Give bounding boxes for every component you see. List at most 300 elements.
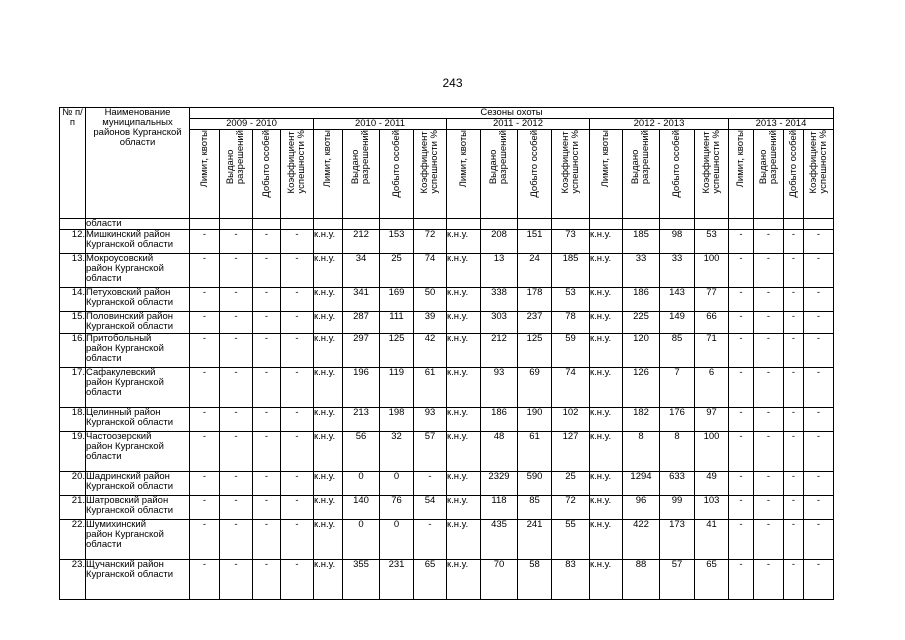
carry-row-cell xyxy=(784,219,804,230)
data-cell: - xyxy=(281,368,314,408)
data-cell: - xyxy=(281,288,314,312)
carry-row-cell xyxy=(754,219,784,230)
data-cell: 196 xyxy=(343,368,380,408)
data-cell: к.н.у. xyxy=(590,334,623,368)
data-cell: 151 xyxy=(518,230,552,254)
data-cell: - xyxy=(190,472,220,496)
sub-column-header xyxy=(281,130,314,219)
data-cell: - xyxy=(220,230,253,254)
data-cell: к.н.у. xyxy=(590,472,623,496)
data-cell: 53 xyxy=(552,288,590,312)
data-cell: к.н.у. xyxy=(590,496,623,520)
data-cell: 590 xyxy=(518,472,552,496)
data-cell: - xyxy=(754,432,784,472)
sub-column-header xyxy=(481,130,518,219)
sub-column-label: Выдано разрешений xyxy=(757,130,779,185)
data-cell: - xyxy=(190,334,220,368)
district-name: Мокроусовский район Курганской области xyxy=(86,254,190,288)
data-cell: - xyxy=(754,334,784,368)
table-row xyxy=(60,334,834,368)
data-cell: к.н.у. xyxy=(314,368,343,408)
carry-row-cell xyxy=(314,219,343,230)
data-cell: - xyxy=(754,408,784,432)
carry-row-cell xyxy=(552,219,590,230)
hunting-seasons-table xyxy=(59,107,834,600)
carry-row-cell xyxy=(447,219,481,230)
sub-column-label: Коэффициент успешности % xyxy=(286,130,307,194)
sub-column-header xyxy=(695,130,729,219)
data-cell: к.н.у. xyxy=(590,560,623,600)
data-cell: 34 xyxy=(343,254,380,288)
data-cell: - xyxy=(281,334,314,368)
data-cell: 185 xyxy=(623,230,660,254)
data-cell: 59 xyxy=(552,334,590,368)
data-cell: - xyxy=(414,472,447,496)
district-name: Шатровский район Курганской области xyxy=(86,496,190,520)
data-cell: 126 xyxy=(623,368,660,408)
sub-column-label: Выдано разрешений xyxy=(225,130,246,185)
data-cell: к.н.у. xyxy=(590,520,623,560)
data-cell: 231 xyxy=(380,560,414,600)
data-cell: - xyxy=(729,288,754,312)
data-cell: 24 xyxy=(518,254,552,288)
data-cell: 93 xyxy=(414,408,447,432)
sub-column-label: Коэффициент успешности % xyxy=(419,130,440,194)
data-cell: к.н.у. xyxy=(447,560,481,600)
data-cell: 100 xyxy=(695,432,729,472)
data-cell: 13 xyxy=(481,254,518,288)
data-cell: 341 xyxy=(343,288,380,312)
sub-column-label: Лимит, квоты xyxy=(457,130,469,188)
district-name: Щучанский район Курганской области xyxy=(86,560,190,600)
data-cell: - xyxy=(804,334,834,368)
data-cell: 42 xyxy=(414,334,447,368)
data-cell: - xyxy=(754,254,784,288)
carry-row-cell xyxy=(220,219,253,230)
data-cell: к.н.у. xyxy=(447,254,481,288)
carry-row-cell xyxy=(253,219,281,230)
data-cell: - xyxy=(729,230,754,254)
data-cell: 178 xyxy=(518,288,552,312)
data-cell: - xyxy=(784,334,804,368)
data-cell: 120 xyxy=(623,334,660,368)
data-cell: 125 xyxy=(380,334,414,368)
data-cell: к.н.у. xyxy=(314,472,343,496)
sub-column-label: Коэффициент успешности % xyxy=(700,130,722,194)
data-cell: - xyxy=(220,288,253,312)
data-cell: - xyxy=(190,560,220,600)
data-cell: - xyxy=(754,520,784,560)
column-header-district-name: Наименование муниципальных районов Курганской области xyxy=(86,108,190,219)
data-cell: 8 xyxy=(660,432,695,472)
data-cell: - xyxy=(253,408,281,432)
data-cell: к.н.у. xyxy=(447,368,481,408)
data-cell: 102 xyxy=(552,408,590,432)
data-cell: - xyxy=(804,472,834,496)
data-cell: 125 xyxy=(518,334,552,368)
data-cell: 0 xyxy=(343,520,380,560)
district-name: Притобольный район Курганской области xyxy=(86,334,190,368)
data-cell: к.н.у. xyxy=(447,432,481,472)
data-cell: 185 xyxy=(552,254,590,288)
data-cell: 70 xyxy=(481,560,518,600)
data-cell: 57 xyxy=(660,560,695,600)
data-cell: 303 xyxy=(481,312,518,334)
district-name: Сафакулевский район Курганской области xyxy=(86,368,190,408)
data-cell: - xyxy=(220,312,253,334)
data-cell: - xyxy=(754,288,784,312)
data-cell: к.н.у. xyxy=(314,432,343,472)
data-cell: 100 xyxy=(695,254,729,288)
data-cell: 61 xyxy=(414,368,447,408)
data-cell: 7 xyxy=(660,368,695,408)
row-number: 16. xyxy=(60,334,86,368)
data-cell: 190 xyxy=(518,408,552,432)
table-row xyxy=(60,368,834,408)
sub-column-header xyxy=(314,130,343,219)
data-cell: - xyxy=(804,368,834,408)
data-cell: к.н.у. xyxy=(590,368,623,408)
carry-row-cell xyxy=(281,219,314,230)
carry-row-cell xyxy=(660,219,695,230)
sub-column-label: Выдано разрешений xyxy=(350,130,371,185)
data-cell: к.н.у. xyxy=(447,496,481,520)
data-cell: - xyxy=(253,520,281,560)
data-cell: 186 xyxy=(623,288,660,312)
data-cell: - xyxy=(729,432,754,472)
column-header-hunting-seasons: Сезоны охоты xyxy=(190,108,834,119)
table-row xyxy=(60,560,834,600)
data-cell: - xyxy=(190,408,220,432)
data-cell: 0 xyxy=(380,472,414,496)
data-cell: 72 xyxy=(552,496,590,520)
data-cell: 98 xyxy=(660,230,695,254)
data-cell: - xyxy=(190,288,220,312)
data-cell: - xyxy=(784,408,804,432)
data-cell: 355 xyxy=(343,560,380,600)
data-cell: 111 xyxy=(380,312,414,334)
sub-column-label: Лимит, квоты xyxy=(600,130,611,188)
data-cell: к.н.у. xyxy=(590,408,623,432)
data-cell: - xyxy=(281,408,314,432)
data-cell: 93 xyxy=(481,368,518,408)
data-cell: 97 xyxy=(695,408,729,432)
page-number: 243 xyxy=(442,76,463,90)
data-cell: - xyxy=(281,312,314,334)
data-cell: к.н.у. xyxy=(447,472,481,496)
data-cell: - xyxy=(220,496,253,520)
data-cell: - xyxy=(784,520,804,560)
data-cell: 173 xyxy=(660,520,695,560)
row-number: 21. xyxy=(60,496,86,520)
data-cell: - xyxy=(414,520,447,560)
row-number: 18. xyxy=(60,408,86,432)
table-row xyxy=(60,520,834,560)
carry-row-cell xyxy=(623,219,660,230)
data-cell: - xyxy=(729,334,754,368)
table-row xyxy=(60,312,834,334)
data-cell: - xyxy=(220,334,253,368)
data-cell: 41 xyxy=(695,520,729,560)
data-cell: - xyxy=(729,472,754,496)
carry-row-name: области xyxy=(86,219,190,230)
data-cell: 33 xyxy=(660,254,695,288)
data-cell: - xyxy=(281,230,314,254)
data-cell: 25 xyxy=(552,472,590,496)
data-cell: - xyxy=(784,254,804,288)
sub-column-label: Коэффициент успешности % xyxy=(807,130,829,194)
data-cell: к.н.у. xyxy=(590,254,623,288)
data-cell: 213 xyxy=(343,408,380,432)
row-number: 20. xyxy=(60,472,86,496)
carry-row-cell xyxy=(190,219,220,230)
data-cell: - xyxy=(253,288,281,312)
data-cell: 338 xyxy=(481,288,518,312)
data-cell: - xyxy=(190,496,220,520)
data-cell: к.н.у. xyxy=(314,254,343,288)
data-cell: к.н.у. xyxy=(447,230,481,254)
data-cell: - xyxy=(281,496,314,520)
table-row xyxy=(60,496,834,520)
data-cell: 57 xyxy=(414,432,447,472)
data-cell: 297 xyxy=(343,334,380,368)
data-cell: 61 xyxy=(518,432,552,472)
data-cell: 65 xyxy=(414,560,447,600)
carry-row-cell xyxy=(729,219,754,230)
sub-column-label: Добыто особей xyxy=(390,130,402,198)
data-cell: 8 xyxy=(623,432,660,472)
sub-column-label: Лимит, квоты xyxy=(322,130,333,188)
data-cell: - xyxy=(784,288,804,312)
district-name: Мишкинский район Курганской области xyxy=(86,230,190,254)
sub-column-header xyxy=(754,130,784,219)
carry-row-cell xyxy=(804,219,834,230)
data-cell: - xyxy=(220,432,253,472)
data-cell: к.н.у. xyxy=(590,230,623,254)
data-cell: 186 xyxy=(481,408,518,432)
data-cell: - xyxy=(220,520,253,560)
data-cell: 88 xyxy=(623,560,660,600)
data-cell: 119 xyxy=(380,368,414,408)
data-cell: - xyxy=(253,230,281,254)
carry-row-cell xyxy=(380,219,414,230)
data-cell: 33 xyxy=(623,254,660,288)
data-cell: 1294 xyxy=(623,472,660,496)
table-row xyxy=(60,254,834,288)
carry-row-cell xyxy=(343,219,380,230)
data-cell: к.н.у. xyxy=(314,334,343,368)
table-row xyxy=(60,432,834,472)
data-cell: - xyxy=(729,254,754,288)
data-cell: - xyxy=(804,288,834,312)
data-cell: 69 xyxy=(518,368,552,408)
district-name: Шумихинский район Курганской области xyxy=(86,520,190,560)
carry-row-cell xyxy=(481,219,518,230)
data-cell: - xyxy=(253,472,281,496)
data-cell: к.н.у. xyxy=(314,230,343,254)
data-cell: - xyxy=(220,408,253,432)
row-number: 14. xyxy=(60,288,86,312)
data-cell: 56 xyxy=(343,432,380,472)
data-cell: - xyxy=(804,520,834,560)
district-name: Петуховский район Курганской области xyxy=(86,288,190,312)
data-cell: - xyxy=(729,496,754,520)
data-cell: - xyxy=(253,432,281,472)
data-cell: к.н.у. xyxy=(447,520,481,560)
sub-column-label: Добыто особей xyxy=(787,130,799,198)
data-cell: к.н.у. xyxy=(447,312,481,334)
data-cell: 140 xyxy=(343,496,380,520)
data-cell: 435 xyxy=(481,520,518,560)
data-cell: 32 xyxy=(380,432,414,472)
data-cell: - xyxy=(729,312,754,334)
data-cell: 198 xyxy=(380,408,414,432)
data-cell: 49 xyxy=(695,472,729,496)
district-name: Шадринский район Курганской области xyxy=(86,472,190,496)
data-cell: 99 xyxy=(660,496,695,520)
data-cell: 78 xyxy=(552,312,590,334)
sub-column-header xyxy=(380,130,414,219)
data-cell: 237 xyxy=(518,312,552,334)
data-cell: к.н.у. xyxy=(314,496,343,520)
sub-column-label: Добыто особей xyxy=(671,130,682,198)
data-cell: - xyxy=(754,368,784,408)
row-number: 15. xyxy=(60,312,86,334)
sub-column-header xyxy=(660,130,695,219)
data-cell: 85 xyxy=(518,496,552,520)
data-cell: 50 xyxy=(414,288,447,312)
sub-column-header xyxy=(804,130,834,219)
data-cell: - xyxy=(253,334,281,368)
data-cell: 66 xyxy=(695,312,729,334)
district-name: Целинный район Курганской области xyxy=(86,408,190,432)
sub-column-header xyxy=(343,130,380,219)
data-cell: 58 xyxy=(518,560,552,600)
data-cell: - xyxy=(784,230,804,254)
data-cell: - xyxy=(729,520,754,560)
data-cell: 71 xyxy=(695,334,729,368)
data-cell: 212 xyxy=(343,230,380,254)
sub-column-header xyxy=(784,130,804,219)
data-cell: - xyxy=(804,432,834,472)
data-cell: к.н.у. xyxy=(447,408,481,432)
data-cell: - xyxy=(754,496,784,520)
data-cell: - xyxy=(253,496,281,520)
data-cell: - xyxy=(729,368,754,408)
carry-row-cell xyxy=(590,219,623,230)
data-cell: - xyxy=(281,472,314,496)
data-cell: - xyxy=(220,254,253,288)
data-cell: к.н.у. xyxy=(447,288,481,312)
data-cell: 48 xyxy=(481,432,518,472)
data-cell: 6 xyxy=(695,368,729,408)
data-cell: - xyxy=(281,254,314,288)
sub-column-label: Добыто особей xyxy=(260,130,272,198)
data-cell: - xyxy=(253,254,281,288)
data-cell: - xyxy=(281,432,314,472)
data-cell: к.н.у. xyxy=(314,288,343,312)
data-cell: 127 xyxy=(552,432,590,472)
sub-column-header xyxy=(220,130,253,219)
data-cell: 55 xyxy=(552,520,590,560)
data-cell: - xyxy=(190,254,220,288)
sub-column-header xyxy=(623,130,660,219)
data-cell: 74 xyxy=(552,368,590,408)
row-number: 17. xyxy=(60,368,86,408)
district-name: Частоозерский район Курганской области xyxy=(86,432,190,472)
sub-column-header xyxy=(590,130,623,219)
data-cell: - xyxy=(190,368,220,408)
data-cell: 73 xyxy=(552,230,590,254)
data-cell: - xyxy=(784,432,804,472)
sub-column-label: Лимит, квоты xyxy=(198,130,210,188)
data-cell: к.н.у. xyxy=(314,560,343,600)
data-cell: 0 xyxy=(343,472,380,496)
data-cell: - xyxy=(220,560,253,600)
data-cell: 74 xyxy=(414,254,447,288)
data-cell: - xyxy=(784,368,804,408)
data-cell: 176 xyxy=(660,408,695,432)
season-header: 2009 - 2010 xyxy=(190,119,314,130)
carry-row-cell xyxy=(518,219,552,230)
data-cell: к.н.у. xyxy=(590,288,623,312)
sub-column-label: Лимит, квоты xyxy=(735,130,746,188)
sub-column-label: Выдано разрешений xyxy=(630,130,651,185)
data-cell: к.н.у. xyxy=(590,432,623,472)
row-number: 22. xyxy=(60,520,86,560)
data-cell: 85 xyxy=(660,334,695,368)
data-cell: к.н.у. xyxy=(447,334,481,368)
data-cell: - xyxy=(784,560,804,600)
data-cell: - xyxy=(784,312,804,334)
data-cell: 72 xyxy=(414,230,447,254)
sub-column-header xyxy=(190,130,220,219)
data-cell: - xyxy=(804,230,834,254)
data-cell: - xyxy=(804,312,834,334)
sub-column-header xyxy=(447,130,481,219)
data-cell: 633 xyxy=(660,472,695,496)
carry-row-cell xyxy=(695,219,729,230)
row-number: 23. xyxy=(60,560,86,600)
carry-row-cell xyxy=(414,219,447,230)
sub-column-header xyxy=(414,130,447,219)
data-cell: к.н.у. xyxy=(590,312,623,334)
data-cell: к.н.у. xyxy=(314,520,343,560)
sub-column-header xyxy=(253,130,281,219)
data-cell: к.н.у. xyxy=(314,312,343,334)
data-cell: - xyxy=(804,408,834,432)
table-row xyxy=(60,408,834,432)
data-cell: - xyxy=(754,230,784,254)
data-cell: - xyxy=(253,368,281,408)
data-cell: - xyxy=(253,312,281,334)
data-cell: 76 xyxy=(380,496,414,520)
sub-column-header xyxy=(518,130,552,219)
district-name: Половинский район Курганской области xyxy=(86,312,190,334)
data-cell: - xyxy=(190,432,220,472)
data-cell: - xyxy=(281,520,314,560)
data-cell: - xyxy=(281,560,314,600)
sub-column-label: Добыто особей xyxy=(528,130,540,198)
column-header-number: № п/п xyxy=(60,108,86,219)
data-cell: 0 xyxy=(380,520,414,560)
data-cell: - xyxy=(729,560,754,600)
data-cell: - xyxy=(754,312,784,334)
data-cell: 169 xyxy=(380,288,414,312)
data-cell: - xyxy=(220,472,253,496)
data-cell: 25 xyxy=(380,254,414,288)
row-number: 12. xyxy=(60,230,86,254)
